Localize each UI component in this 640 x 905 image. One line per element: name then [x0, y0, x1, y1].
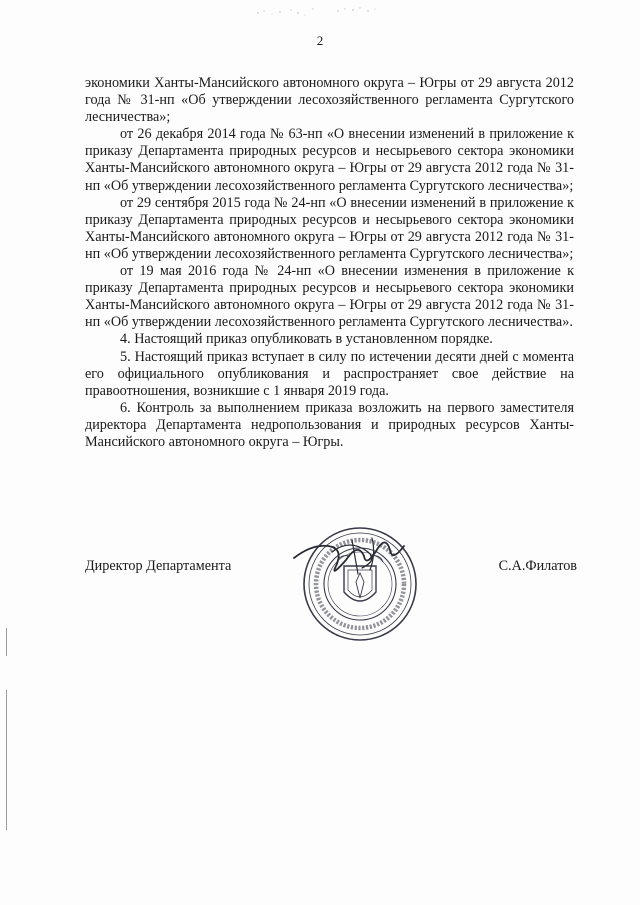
paragraph: 6. Контроль за выполнением приказа возложить на первого заместителя директора Департамента недропользования и природных ресурсов Ханты-Мансийского автономного округа – Югры.: [85, 399, 574, 450]
document-body: [85, 75, 574, 451]
scan-edge-mark: [6, 628, 7, 656]
official-seal-icon: [292, 518, 422, 646]
paragraph: экономики Ханты-Мансийского автономного округа – Югры от 29 августа 2012 года № 31-нп «Об утверждении лесохозяйственного регламента Сургутского лесничества»;: [85, 75, 574, 126]
paragraph: 5. Настоящий приказ вступает в силу по истечении десяти дней с момента его официального опубликования и распространяет свое действие на правоотношения, возникшие с 1 января 2019 года.: [85, 348, 574, 399]
paragraph: от 29 сентября 2015 года № 24-нп «О внесении изменений в приложение к приказу Департамента природных ресурсов и несырьевого сектора экономики Ханты-Мансийского автономного округа – Югры от 29 августа 2012 года № 31-нп «Об утверждении лесохозяйственного регламента Сургутского лесничества»;: [85, 194, 574, 262]
signatory-name: С.А.Филатов: [498, 558, 577, 574]
paragraph: 4. Настоящий приказ опубликовать в установленном порядке.: [120, 331, 493, 348]
paragraph: от 19 мая 2016 года № 24-нп «О внесении изменения в приложение к приказу Департамента природных ресурсов и несырьевого сектора экономики Ханты-Мансийского автономного округа – Югры от 29 августа 2012 года № 31-нп «Об утверждении лесохозяйственного регламента Сургутского лесничества».: [85, 263, 574, 331]
page-number: 2: [316, 33, 324, 48]
signatory-title: Директор Департамента: [85, 558, 232, 574]
paragraph: от 26 декабря 2014 года № 63-нп «О внесении изменений в приложение к приказу Департамента природных ресурсов и несырьевого сектора экономики Ханты-Мансийского автономного округа – Югры от 29 августа 2012 года № 31-нп «Об утверждении лесохозяйственного регламента Сургутского лесничества»;: [85, 126, 574, 194]
scan-edge-mark: [6, 690, 7, 830]
scan-noise-marks: [250, 4, 390, 18]
